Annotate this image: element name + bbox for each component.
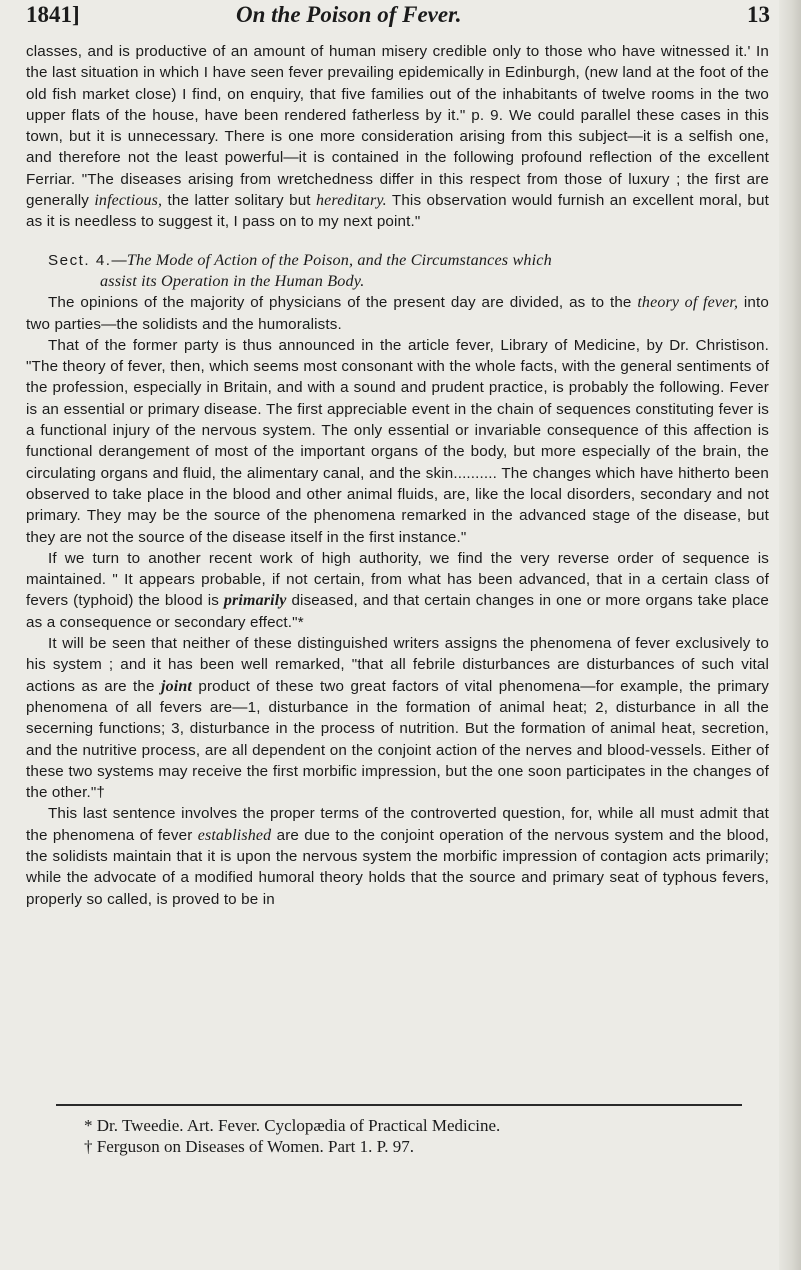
footnotes — [84, 1115, 744, 1157]
body-text — [26, 41, 769, 910]
emphasis-hereditary: hereditary. — [316, 192, 387, 210]
footnote-rule — [56, 1104, 742, 1106]
paragraph: This last sentence involves the proper terms of the controverted question, for, while all must admit that the phenomena of fever established are due to the conjoint operation of the nervous system and the blood, the solidists maintain that it is upon the nervous system the morbific impression of contagion acts primarily; while the advocate of a modified humoral theory holds that the source and primary seat of typhous fevers, properly so called, is proved to be in — [26, 805, 769, 908]
paragraph: The opinions of the majority of physicians of the present day are divided, as to the theory of fever, into two parties—the solidists and the humoralists. — [26, 294, 769, 333]
emphasis-theory-of-fever: theory of fever, — [637, 294, 739, 312]
section-label: Sect. 4. — [48, 251, 112, 269]
running-head-year: 1841] — [26, 2, 80, 27]
footnote: † Ferguson on Diseases of Women. Part 1. P. 97. — [84, 1137, 414, 1156]
emphasis-joint: joint — [160, 677, 192, 695]
page-edge-shadow — [779, 0, 801, 1270]
page-number: 13 — [747, 2, 770, 27]
paragraph: That of the former party is thus announced in the article fever, Library of Medicine, by Dr. Christison. "The theory of fever, then, which seems most consonant with the whole facts, with the general sentiments of the profession, especially in Britain, and with a sound and prudent practice, is probably the following. Fever is an essential or primary disease. The first appreciable event in the chain of sequences constituting fever is a functional injury of the nervous system. The only essential or invariable consequence of this affection is functional derangement of most of the important organs of the body, but more especially of the brain, the circulating organs and fluid, the alimentary canal, and the skin.......... The changes which have hitherto been observed to take place in the blood and other animal fluids, are, like the local disorders, secondary and not primary. They may be the source of the phenomena remarked in the advanced stage of the disease, but they are not the source of the disease itself in the first instance." — [26, 336, 769, 546]
footnote: * Dr. Tweedie. Art. Fever. Cyclopædia of Practical Medicine. — [84, 1116, 501, 1135]
running-head — [26, 0, 770, 32]
emphasis-established: established — [197, 826, 272, 844]
section-title-line-1: The Mode of Action of the Poison, and the Circumstances which — [126, 250, 552, 269]
paragraph: It will be seen that neither of these distinguished writers assigns the phenomena of fever exclusively to his system ; and it has been well remarked, "that all febrile disturbances are disturbances of such vital actions as are the joint product of these two great factors of vital phenomena—for example, the primary phenomena of all fevers are—1, disturbance in the formation of animal heat; 2, disturbance in all the secerning functions; 3, disturbance in the process of nutrition. But the formation of animal heat, secretion, and the nutritive process, are all dependent on the conjoint action of the nerves and blood-vessels. Either of these two systems may receive the first morbific impression, but the one soon participates in the changes of the other."† — [26, 635, 770, 802]
emphasis-infectious: infectious, — [94, 192, 163, 210]
running-head-title: On the Poison of Fever. — [236, 2, 462, 27]
paragraph: If we turn to another recent work of high authority, we find the very reverse order of sequence is maintained. " It appears probable, if not certain, from what has been advanced, that in a certain class of fevers (typhoid) the blood is primarily diseased, and that certain changes in one or more organs take place as a consequence or secondary effect."* — [26, 549, 769, 631]
section-title-line-2: assist its Operation in the Human Body. — [100, 271, 365, 290]
emphasis-primarily: primarily — [223, 592, 287, 610]
section-heading: Sect. 4.—The Mode of Action of the Poison, and the Circumstances which assist its Operation in the Human Body. — [26, 250, 769, 293]
paragraph-continued: classes, and is productive of an amount of human misery credible only to those who have witnessed it.' In the last situation in which I have seen fever prevailing epidemically in Edinburgh, (new land at the foot of the old fish market close) I find, on enquiry, that five families out of the inhabitants of twelve rooms in the two upper flats of the house, have been rendered fatherless by it." p. 9. We could parallel these cases in this town, but it is unnecessary. There is one more consideration arising from this subject—it is a selfish one, and therefore not the least powerful—it is contained in the following profound reflection of the excellent Ferriar. "The diseases arising from wretchedness differ in this respect from those of luxury ; the first are generally infectious, the latter solitary but hereditary. This observation would furnish an excellent moral, but as it is needless to suggest it, I pass on to my next point." — [26, 43, 769, 231]
